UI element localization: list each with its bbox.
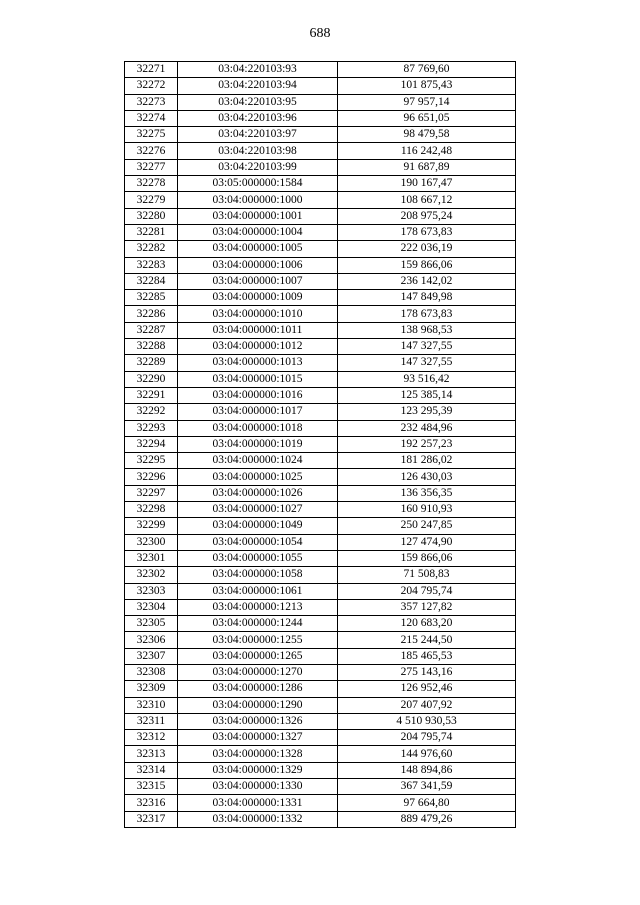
value-cell: 91 687,89 [338,159,516,175]
value-cell: 367 341,59 [338,779,516,795]
value-cell: 185 465,53 [338,648,516,664]
table-row [125,567,516,583]
cadastral-number-cell: 03:04:000000:1255 [178,632,338,648]
cadastral-number-cell: 03:04:000000:1265 [178,648,338,664]
row-number-cell: 32289 [125,355,178,371]
value-cell: 275 143,16 [338,664,516,680]
row-number-cell: 32298 [125,502,178,518]
table-row [125,485,516,501]
cadastral-number-cell: 03:04:000000:1270 [178,664,338,680]
table-row [125,697,516,713]
row-number-cell: 32275 [125,127,178,143]
row-number-cell: 32302 [125,567,178,583]
cadastral-number-cell: 03:04:220103:93 [178,62,338,78]
cadastral-number-cell: 03:04:220103:99 [178,159,338,175]
table-row [125,811,516,827]
value-cell: 147 849,98 [338,290,516,306]
cadastral-number-cell: 03:04:000000:1049 [178,518,338,534]
value-cell: 178 673,83 [338,224,516,240]
cadastral-number-cell: 03:04:000000:1027 [178,502,338,518]
cadastral-number-cell: 03:04:000000:1290 [178,697,338,713]
row-number-cell: 32309 [125,681,178,697]
table-row [125,110,516,126]
row-number-cell: 32296 [125,469,178,485]
row-number-cell: 32271 [125,62,178,78]
table-row [125,241,516,257]
cadastral-number-cell: 03:04:000000:1244 [178,616,338,632]
cadastral-number-cell: 03:04:000000:1005 [178,241,338,257]
row-number-cell: 32278 [125,176,178,192]
cadastral-number-cell: 03:04:000000:1328 [178,746,338,762]
value-cell: 204 795,74 [338,730,516,746]
row-number-cell: 32308 [125,664,178,680]
row-number-cell: 32284 [125,273,178,289]
table-row [125,746,516,762]
cadastral-number-cell: 03:04:000000:1017 [178,404,338,420]
value-cell: 159 866,06 [338,257,516,273]
value-cell: 98 479,58 [338,127,516,143]
cadastral-number-cell: 03:04:000000:1007 [178,273,338,289]
value-cell: 148 894,86 [338,762,516,778]
cadastral-number-cell: 03:04:000000:1332 [178,811,338,827]
value-cell: 160 910,93 [338,502,516,518]
table-row [125,420,516,436]
cadastral-number-cell: 03:04:220103:98 [178,143,338,159]
table-row [125,713,516,729]
cadastral-number-cell: 03:04:220103:94 [178,78,338,94]
cadastral-number-cell: 03:04:000000:1015 [178,371,338,387]
row-number-cell: 32304 [125,599,178,615]
value-cell: 159 866,06 [338,550,516,566]
row-number-cell: 32293 [125,420,178,436]
table-row [125,599,516,615]
value-cell: 87 769,60 [338,62,516,78]
value-cell: 147 327,55 [338,339,516,355]
value-cell: 127 474,90 [338,534,516,550]
value-cell: 138 968,53 [338,322,516,338]
value-cell: 178 673,83 [338,306,516,322]
value-cell: 97 664,80 [338,795,516,811]
row-number-cell: 32287 [125,322,178,338]
table-row [125,339,516,355]
page-number: 688 [309,26,331,41]
row-number-cell: 32299 [125,518,178,534]
row-number-cell: 32314 [125,762,178,778]
value-cell: 192 257,23 [338,436,516,452]
row-number-cell: 32273 [125,94,178,110]
cadastral-number-cell: 03:04:220103:97 [178,127,338,143]
table-row [125,257,516,273]
table-row [125,371,516,387]
cadastral-number-cell: 03:04:000000:1024 [178,453,338,469]
cadastral-number-cell: 03:04:000000:1000 [178,192,338,208]
cadastral-number-cell: 03:04:000000:1001 [178,208,338,224]
table-row [125,94,516,110]
table-row [125,795,516,811]
data-table [124,61,516,828]
row-number-cell: 32306 [125,632,178,648]
cadastral-number-cell: 03:04:000000:1004 [178,224,338,240]
cadastral-number-cell: 03:04:000000:1327 [178,730,338,746]
table-row [125,681,516,697]
row-number-cell: 32317 [125,811,178,827]
cadastral-number-cell: 03:04:000000:1061 [178,583,338,599]
table-row [125,387,516,403]
table-body [125,62,516,828]
table-row [125,436,516,452]
cadastral-number-cell: 03:04:000000:1058 [178,567,338,583]
table-row [125,355,516,371]
cadastral-number-cell: 03:04:000000:1006 [178,257,338,273]
table-row [125,127,516,143]
cadastral-number-cell: 03:04:000000:1329 [178,762,338,778]
table-row [125,469,516,485]
table-row [125,762,516,778]
table-row [125,208,516,224]
table-row [125,632,516,648]
cadastral-number-cell: 03:04:000000:1326 [178,713,338,729]
cadastral-number-cell: 03:04:000000:1025 [178,469,338,485]
cadastral-number-cell: 03:04:220103:95 [178,94,338,110]
value-cell: 215 244,50 [338,632,516,648]
cadastral-number-cell: 03:04:000000:1286 [178,681,338,697]
row-number-cell: 32311 [125,713,178,729]
cadastral-number-cell: 03:04:000000:1026 [178,485,338,501]
value-cell: 123 295,39 [338,404,516,420]
row-number-cell: 32305 [125,616,178,632]
value-cell: 144 976,60 [338,746,516,762]
cadastral-number-cell: 03:04:000000:1011 [178,322,338,338]
cadastral-number-cell: 03:04:000000:1018 [178,420,338,436]
value-cell: 126 952,46 [338,681,516,697]
table-row [125,616,516,632]
value-cell: 4 510 930,53 [338,713,516,729]
row-number-cell: 32285 [125,290,178,306]
row-number-cell: 32292 [125,404,178,420]
cadastral-number-cell: 03:04:000000:1012 [178,339,338,355]
cadastral-number-cell: 03:04:000000:1009 [178,290,338,306]
row-number-cell: 32312 [125,730,178,746]
value-cell: 204 795,74 [338,583,516,599]
table-row [125,176,516,192]
row-number-cell: 32279 [125,192,178,208]
value-cell: 126 430,03 [338,469,516,485]
row-number-cell: 32295 [125,453,178,469]
table-row [125,192,516,208]
row-number-cell: 32274 [125,110,178,126]
table-row [125,518,516,534]
row-number-cell: 32282 [125,241,178,257]
row-number-cell: 32297 [125,485,178,501]
cadastral-number-cell: 03:04:220103:96 [178,110,338,126]
cadastral-number-cell: 03:04:000000:1013 [178,355,338,371]
value-cell: 208 975,24 [338,208,516,224]
table-row [125,273,516,289]
table-row [125,550,516,566]
row-number-cell: 32294 [125,436,178,452]
table-row [125,534,516,550]
row-number-cell: 32310 [125,697,178,713]
cadastral-number-cell: 03:04:000000:1055 [178,550,338,566]
row-number-cell: 32286 [125,306,178,322]
value-cell: 357 127,82 [338,599,516,615]
value-cell: 93 516,42 [338,371,516,387]
table-row [125,502,516,518]
cadastral-number-cell: 03:04:000000:1019 [178,436,338,452]
cadastral-number-cell: 03:04:000000:1054 [178,534,338,550]
row-number-cell: 32303 [125,583,178,599]
table-row [125,143,516,159]
row-number-cell: 32290 [125,371,178,387]
value-cell: 125 385,14 [338,387,516,403]
value-cell: 120 683,20 [338,616,516,632]
cadastral-number-cell: 03:04:000000:1331 [178,795,338,811]
value-cell: 207 407,92 [338,697,516,713]
value-cell: 136 356,35 [338,485,516,501]
value-cell: 222 036,19 [338,241,516,257]
row-number-cell: 32283 [125,257,178,273]
row-number-cell: 32276 [125,143,178,159]
table-row [125,583,516,599]
cadastral-number-cell: 03:04:000000:1213 [178,599,338,615]
row-number-cell: 32277 [125,159,178,175]
row-number-cell: 32301 [125,550,178,566]
cadastral-number-cell: 03:04:000000:1330 [178,779,338,795]
table-row [125,78,516,94]
row-number-cell: 32316 [125,795,178,811]
table-row [125,322,516,338]
value-cell: 181 286,02 [338,453,516,469]
table-row [125,453,516,469]
row-number-cell: 32315 [125,779,178,795]
table-row [125,648,516,664]
value-cell: 96 651,05 [338,110,516,126]
value-cell: 147 327,55 [338,355,516,371]
value-cell: 97 957,14 [338,94,516,110]
table-row [125,159,516,175]
row-number-cell: 32280 [125,208,178,224]
table-row [125,306,516,322]
value-cell: 116 242,48 [338,143,516,159]
cadastral-number-cell: 03:05:000000:1584 [178,176,338,192]
row-number-cell: 32291 [125,387,178,403]
table-row [125,730,516,746]
value-cell: 889 479,26 [338,811,516,827]
value-cell: 236 142,02 [338,273,516,289]
row-number-cell: 32300 [125,534,178,550]
row-number-cell: 32313 [125,746,178,762]
table-row [125,62,516,78]
value-cell: 71 508,83 [338,567,516,583]
row-number-cell: 32281 [125,224,178,240]
row-number-cell: 32272 [125,78,178,94]
table-row [125,404,516,420]
table-row [125,779,516,795]
value-cell: 108 667,12 [338,192,516,208]
cadastral-number-cell: 03:04:000000:1010 [178,306,338,322]
cadastral-number-cell: 03:04:000000:1016 [178,387,338,403]
value-cell: 190 167,47 [338,176,516,192]
value-cell: 232 484,96 [338,420,516,436]
table-row [125,664,516,680]
value-cell: 250 247,85 [338,518,516,534]
table-row [125,290,516,306]
value-cell: 101 875,43 [338,78,516,94]
row-number-cell: 32288 [125,339,178,355]
row-number-cell: 32307 [125,648,178,664]
table-row [125,224,516,240]
